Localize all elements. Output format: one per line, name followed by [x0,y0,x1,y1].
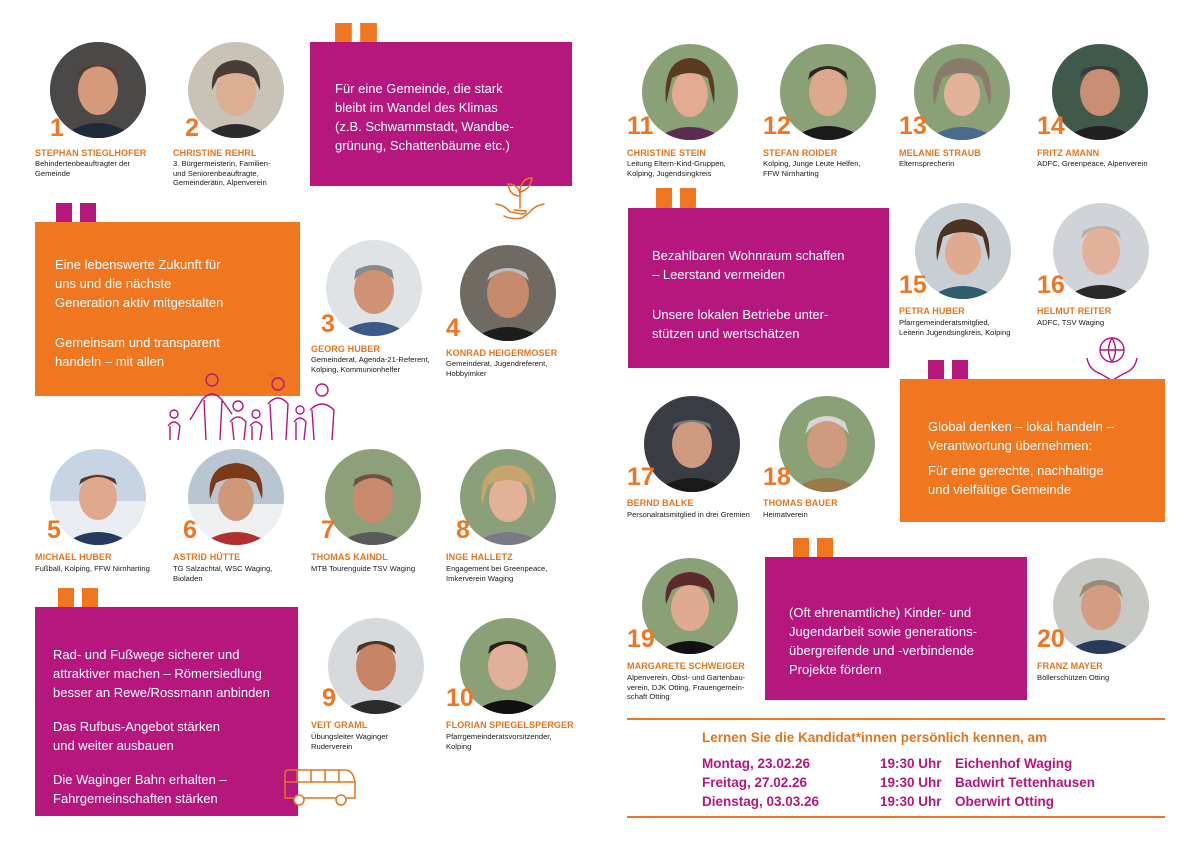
candidate-name-5: MICHAEL HUBER [35,552,112,562]
candidate-number-11: 11 [627,112,654,140]
candidate-role-6: TG Salzachtal, WSC Waging, Bioladen [173,564,273,583]
candidate-number-19: 19 [627,625,655,653]
candidate-role-2: 3. Bürgermeisterin, Familien- und Seniorenbeauftragte, Gemeinderätin, Alpenverein [173,159,271,188]
events-top-divider [627,718,1165,720]
candidate-number-8: 8 [456,516,470,544]
event-time-3: 19:30 Uhr [880,794,942,809]
candidate-photo-20 [1053,558,1149,654]
candidate-role-11: Leitung Eltern-Kind-Gruppen, Kolping, Jugendsingkreis [627,159,726,178]
family-icon [160,370,350,442]
event-time-1: 19:30 Uhr [880,756,942,771]
candidate-role-14: ADFC, Greenpeace, Alpenverein [1037,159,1148,168]
traffic-text-1: Rad- und Fußwege sicherer und attraktiver machen – Römersiedlung besser an Rewe/Rossmann anbinden [53,647,270,700]
candidate-role-20: Böllerschützen Otting [1037,673,1110,682]
event-time-2: 19:30 Uhr [880,775,942,790]
candidate-photo-2 [188,42,284,138]
candidate-number-14: 14 [1037,112,1065,140]
candidate-name-11: CHRISTINE STEIN [627,148,707,158]
future-text-2: Gemeinsam und transparent handeln – mit allen [55,335,220,369]
candidate-role-18: Heimatverein [763,510,808,519]
climate-box [310,42,572,186]
candidate-photo-4 [460,245,556,341]
global-box [900,379,1165,522]
candidate-name-3: GEORG HUBER [311,344,381,354]
candidate-number-16: 16 [1037,271,1065,299]
candidate-name-20: FRANZ MAYER [1037,661,1103,671]
candidate-name-7: THOMAS KAINDL [311,552,388,562]
candidate-role-5: Fußball, Kolping, FFW Nirnharting [35,564,150,573]
candidate-number-9: 9 [322,684,336,712]
candidate-role-3: Gemeinderat, Agenda-21-Referent, Kolping, Kommunionhelfer [311,355,430,374]
candidate-name-13: MELANIE STRAUB [899,148,981,158]
candidate-number-1: 1 [50,114,64,142]
housing-text-1: Bezahlbaren Wohnraum schaffen – Leerstand vermeiden [652,248,845,282]
candidate-photo-8 [460,449,556,545]
candidate-name-10: FLORIAN SPIEGELSPERGER [446,720,574,730]
event-place-2: Badwirt Tettenhausen [955,775,1096,790]
candidate-role-15: Pfarrgemeinderatsmitglied, Leiterin Jugendsingkreis, Kolping [899,318,1011,337]
events-bottom-divider [627,816,1165,818]
candidate-name-18: THOMAS BAUER [763,498,838,508]
candidate-name-17: BERND BALKE [627,498,694,508]
candidate-role-7: MTB Tourenguide TSV Waging [311,564,416,573]
event-place-1: Eichenhof Waging [955,756,1073,771]
candidate-photo-3 [326,240,422,336]
candidate-name-6: ASTRID HÜTTE [173,552,241,562]
candidate-number-10: 10 [446,684,474,712]
candidate-number-20: 20 [1037,625,1065,653]
candidate-photo-15 [915,203,1011,299]
events-heading: Lernen Sie die Kandidat*innen persönlich kennen, am [702,730,1048,745]
candidate-number-17: 17 [627,463,655,491]
candidate-photo-16 [1053,203,1149,299]
candidate-number-3: 3 [321,310,335,338]
event-date-2: Freitag, 27.02.26 [702,775,808,790]
candidate-role-1: Behindertenbeauftragter der Gemeinde [35,159,130,178]
candidate-number-4: 4 [446,314,460,342]
candidate-role-8: Engagement bei Greenpeace, Imkerverein Waging [446,564,548,583]
candidate-role-13: Elternsprecherin [899,159,955,168]
event-date-3: Dienstag, 03.03.26 [702,794,820,809]
candidate-role-16: ADFC, TSV Waging [1037,318,1105,327]
climate-text: Für eine Gemeinde, die stark bleibt im Wandel des Klimas (z.B. Schwammstadt, Wandbe- grünung, Schattenbäume etc.) [335,81,514,153]
candidate-name-14: FRITZ AMANN [1037,148,1100,158]
housing-box [628,208,889,368]
candidate-photo-14 [1052,44,1148,140]
candidate-name-8: INGE HALLETZ [446,552,513,562]
candidate-photo-1 [50,42,146,138]
candidate-role-10: Pfarrgemeinderatsvorsitzender, Kolping [446,732,552,751]
candidate-role-4: Gemeinderat, Jugendreferent, Hobbyimker [446,359,548,378]
candidate-number-6: 6 [183,516,197,544]
candidate-photo-17 [644,396,740,492]
candidate-number-18: 18 [763,463,791,491]
candidate-number-7: 7 [321,516,335,544]
event-place-3: Oberwirt Otting [955,794,1054,809]
candidate-number-12: 12 [763,112,791,140]
candidate-photo-13 [914,44,1010,140]
global-text-2: Für eine gerechte, nachhaltige und vielfältige Gemeinde [928,463,1104,497]
candidate-name-9: VEIT GRAML [311,720,368,730]
housing-text-2: Unsere lokalen Betriebe unter- stützen und wertschätzen [652,307,829,341]
candidate-photo-6 [188,449,284,545]
candidate-role-19: Alpenverein, Obst- und Gartenbau- verein, DJK Otting, Frauengemein- schaft Otting [627,673,746,702]
candidate-photo-11 [642,44,738,140]
candidate-role-9: Übungsleiter Waginger Ruderverein [311,732,388,751]
traffic-box [35,607,298,816]
candidate-number-5: 5 [47,516,61,544]
traffic-text-2: Das Rufbus-Angebot stärken und weiter ausbauen [53,719,220,753]
candidate-name-1: STEPHAN STIEGLHOFER [35,148,147,158]
candidate-name-16: HELMUT REITER [1037,306,1112,316]
event-date-1: Montag, 23.02.26 [702,756,811,771]
traffic-text-3: Die Waginger Bahn erhalten – Fahrgemeinschaften stärken [53,772,227,806]
candidate-name-2: CHRISTINE REHRL [173,148,257,158]
candidate-photo-5 [50,449,146,545]
candidate-name-19: MARGARETE SCHWEIGER [627,661,745,671]
global-text-1: Global denken – lokal handeln – Verantwortung übernehmen: [928,419,1114,453]
candidate-photo-12 [780,44,876,140]
candidate-photo-9 [328,618,424,714]
candidate-number-2: 2 [185,114,199,142]
candidate-role-17: Personalratsmitglied in drei Gremien [627,510,750,519]
candidate-photo-19 [642,558,738,654]
candidate-number-13: 13 [899,112,927,140]
candidate-photo-10 [460,618,556,714]
youth-box [765,557,1027,700]
candidate-photo-18 [779,396,875,492]
candidate-name-12: STEFAN ROIDER [763,148,838,158]
future-text-1: Eine lebenswerte Zukunft für uns und die nächste Generation aktiv mitgestalten [55,257,224,310]
candidate-name-15: PETRA HUBER [899,306,965,316]
plant-hands-icon [492,168,548,226]
bus-icon [283,768,357,808]
youth-text: (Oft ehrenamtliche) Kinder- und Jugendarbeit sowie generations- übergreifende und -verbindende Projekte fördern [789,605,977,677]
globe-hands-icon [1083,336,1141,382]
candidate-photo-7 [325,449,421,545]
candidate-role-12: Kolping, Junge Leute Helfen, FFW Nirnharting [763,159,861,178]
candidate-name-4: KONRAD HEIGERMOSER [446,348,558,358]
candidate-number-15: 15 [899,271,927,299]
